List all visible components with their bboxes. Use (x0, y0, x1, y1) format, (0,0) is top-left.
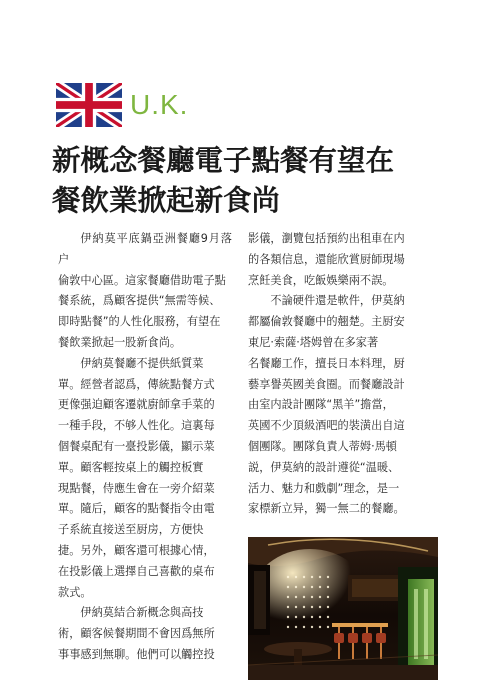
text-line: 東尼·索薩·塔姆曾在多家著 (248, 335, 379, 349)
text-line: 都屬倫敦餐廳中的翹楚。主厨安 (248, 315, 405, 329)
article-title (52, 140, 432, 220)
paragraph-3 (58, 603, 232, 665)
text-line: 餐系統，爲顧客提供“無需等候、 (58, 294, 221, 308)
text-line: 伊納莫平底鍋亞洲餐廳9月落户 (58, 232, 232, 266)
title-line: 新概念餐廳電子點餐有望在 (52, 143, 395, 177)
restaurant-interior-photo (248, 537, 438, 680)
region-label: U.K. (130, 89, 189, 120)
text-line: 由室内設計團隊“黑羊”擔當， (248, 398, 394, 412)
text-line: 家標新立异，獨一無二的餐廳。 (248, 502, 405, 516)
text-line: 單。顧客輕按桌上的觸控板實 (58, 460, 204, 474)
text-line: 子系統直接送至厨房，方便快 (58, 523, 204, 537)
text-line: 英國不少頂級酒吧的裝潢出自這 (248, 419, 405, 433)
paragraph-3-continued (248, 229, 422, 291)
text-line: 即時點餐”的人性化服務，有望在 (58, 315, 221, 329)
text-line: 伊納莫餐廳不提供紙質菜 (80, 356, 204, 370)
text-line: 術，顧客候餐期間不會因爲無所 (58, 627, 215, 641)
title-line: 餐飲業掀起新食尚 (52, 183, 281, 217)
text-line: 的各類信息，還能欣賞厨師現場 (248, 252, 405, 266)
paragraph-4 (248, 291, 422, 520)
text-line: 個餐桌配有一臺投影儀，顯示菜 (58, 439, 215, 453)
text-line: 個團隊。團隊負責人蒂姆·馬頓 (248, 439, 397, 453)
text-line: 更像强迫顧客遷就廚師拿手菜的 (58, 398, 215, 412)
text-line: 伊納莫結合新概念與高技 (80, 606, 204, 620)
text-line: 藝享譽英國美食圈。而餐廳設計 (248, 377, 405, 391)
text-line: 活力、魅力和戲劇”理念，是一 (248, 481, 400, 495)
text-line: 事事感到無聊。他們可以觸控投 (58, 647, 215, 661)
paragraph-2 (58, 354, 232, 604)
text-line: 影儀，瀏覽包括預約出租車在内 (248, 232, 405, 245)
text-line: 名餐廳工作，擅長日本料理，厨 (248, 356, 405, 370)
text-line: 單。隨后，顧客的點餐指令由電 (58, 502, 215, 516)
text-line: 單。經營者認爲，傳統點餐方式 (58, 377, 215, 391)
text-line: 現點餐，侍應生會在一旁介紹菜 (58, 481, 215, 495)
text-line: 倫敦中心區。這家餐廳借助電子點 (58, 273, 226, 287)
paragraph-1 (58, 229, 232, 354)
article-left-column (58, 229, 232, 666)
text-line: 餐飲業掀起一股新食尚。 (58, 335, 182, 349)
text-line: 烹飪美食，吃飯娛樂兩不誤。 (248, 273, 394, 287)
text-line: 款式。 (58, 585, 92, 599)
text-line: 不論硬件還是軟件，伊莫納 (270, 294, 405, 308)
text-line: 一種手段，不够人性化。這裏每 (58, 419, 215, 433)
text-line: 在投影儀上選擇自己喜歡的桌布 (58, 564, 215, 578)
text-line: 説，伊莫納的設計遵從“温暖、 (248, 460, 400, 474)
article-right-column (248, 229, 422, 520)
union-jack-flag-icon (56, 83, 122, 127)
text-line: 捷。另外，顧客還可根據心情， (58, 543, 215, 557)
